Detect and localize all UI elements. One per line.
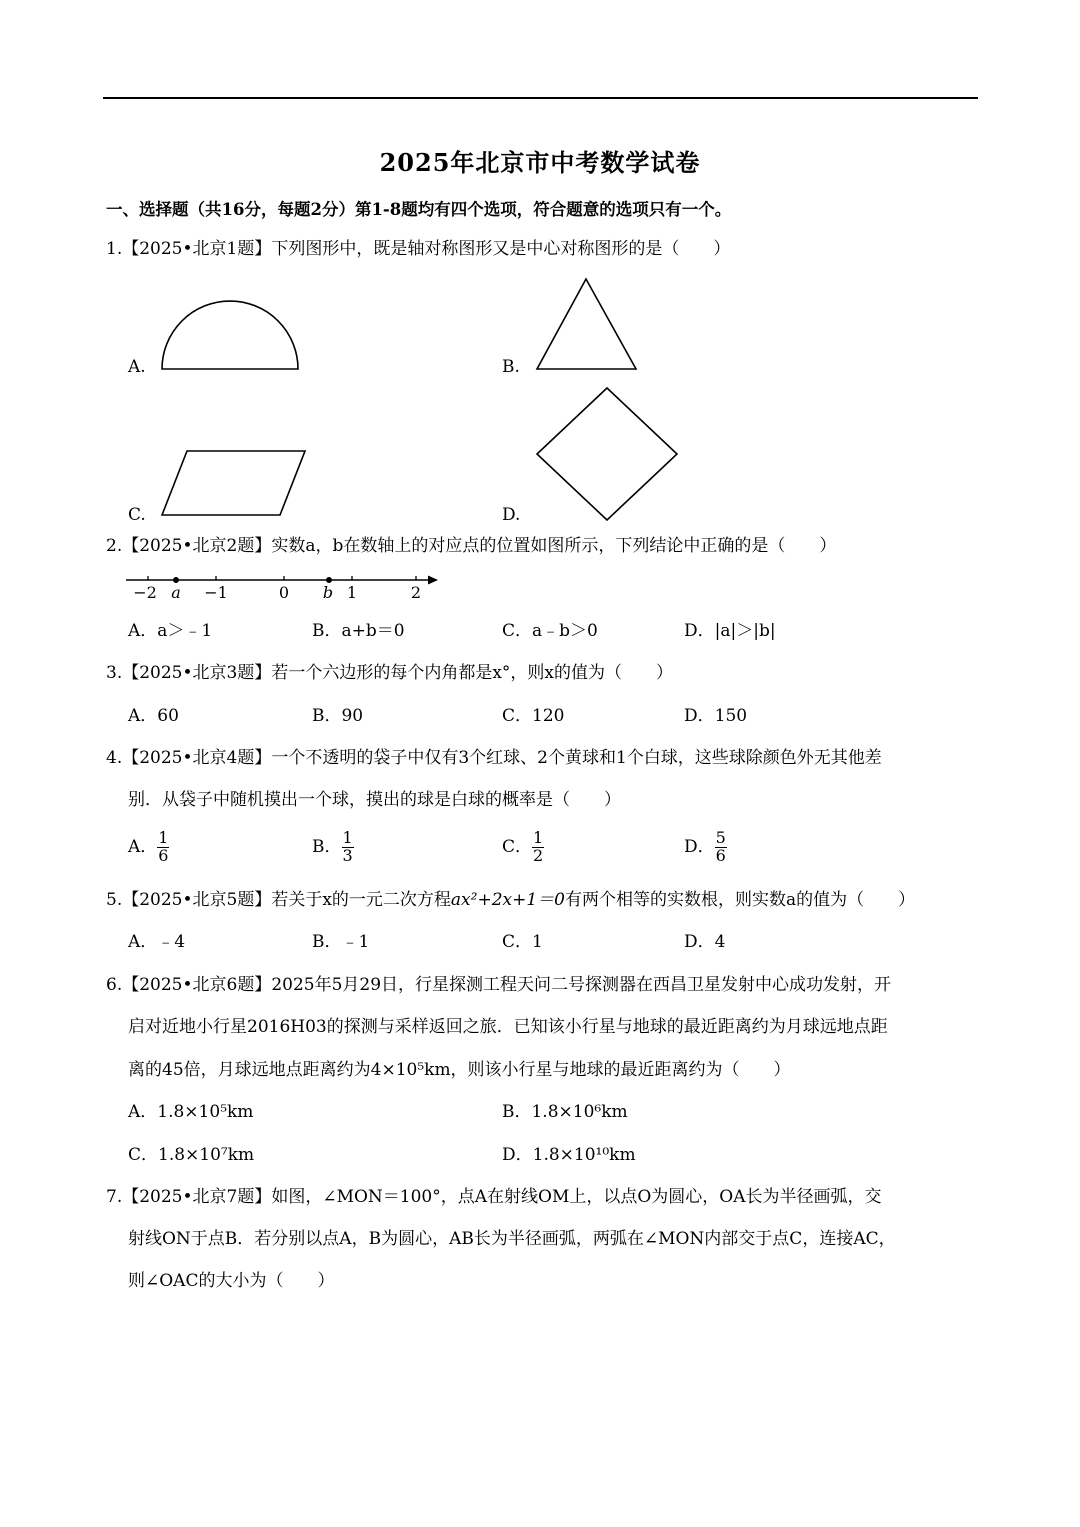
denominator: 3 xyxy=(342,845,353,865)
q5-option-a[interactable]: A．﹣4 xyxy=(128,932,186,952)
q6-option-b[interactable]: B．1.8×10⁶km xyxy=(502,1102,628,1122)
fraction xyxy=(342,830,354,865)
q4-option-a-label: A． xyxy=(128,836,158,857)
question-7-stem-line-1: 7.【2025•北京7题】如图，∠MON＝100°，点A在射线OM上，以点O为圆心，OA长为半径画弧，交 xyxy=(106,1187,882,1207)
q1-option-a-label[interactable]: A. xyxy=(128,357,146,377)
arrow-right-icon xyxy=(428,576,438,585)
tick-1: 1 xyxy=(346,583,358,602)
point-b-label: b xyxy=(322,583,334,602)
q4-option-d-label: D． xyxy=(684,836,715,857)
question-6-stem-line-2: 启对近地小行星2016H03的探测与采样返回之旅．已知该小行星与地球的最近距离约为月球远地点距 xyxy=(128,1017,888,1037)
q2-option-c-text: a﹣b＞0 xyxy=(532,621,598,641)
question-6-stem-line-3: 离的45倍，月球远地点距离约为4×10⁵km，则该小行星与地球的最近距离约为（ ） xyxy=(128,1060,791,1080)
q2-option-d[interactable] xyxy=(684,623,776,640)
q3-option-c[interactable]: C．120 xyxy=(502,706,565,726)
q2-option-d-label: D． xyxy=(684,621,715,641)
tick-2: 2 xyxy=(410,583,422,602)
numerator: 5 xyxy=(715,828,726,847)
q2-option-b-label: B． xyxy=(312,621,342,641)
tick-0: 0 xyxy=(278,583,290,602)
q2-option-a-text: a＞﹣1 xyxy=(157,621,213,641)
denominator: 6 xyxy=(158,845,169,865)
question-6-stem-line-1: 6.【2025•北京6题】2025年5月29日，行星探测工程天问二号探测器在西昌卫星发射中心成功发射，开 xyxy=(106,975,892,995)
q2-option-d-text: |a|＞|b| xyxy=(714,621,776,641)
fraction xyxy=(715,830,727,865)
question-7-stem-line-2: 射线ON于点B．若分别以点A，B为圆心，AB长为半径画弧，两弧在∠MON内部交于点C，连接AC， xyxy=(128,1229,896,1249)
q6-option-d[interactable]: D．1.8×10¹⁰km xyxy=(502,1145,636,1165)
q5-stem-post: 有两个相等的实数根，则实数a的值为（ ） xyxy=(564,890,916,910)
numerator: 1 xyxy=(342,828,353,847)
q6-option-c[interactable]: C．1.8×10⁷km xyxy=(128,1145,255,1165)
q3-option-b[interactable]: B．90 xyxy=(312,706,364,726)
q5-option-c[interactable]: C．1 xyxy=(502,932,543,952)
q5-option-d[interactable]: D．4 xyxy=(684,932,726,952)
q2-option-c-label: C． xyxy=(502,621,533,641)
q4-option-b-label: B． xyxy=(312,836,342,857)
numerator: 1 xyxy=(158,828,169,847)
tick-minus-1: −1 xyxy=(204,583,228,602)
q4-option-b[interactable] xyxy=(312,830,354,865)
section-heading: 一、选择题（共16分，每题2分）第1-8题均有四个选项，符合题意的选项只有一个。 xyxy=(106,200,732,219)
question-4-stem-line-1: 4.【2025•北京4题】一个不透明的袋子中仅有3个红球、2个黄球和1个白球，这些球除颜色外无其他差 xyxy=(106,748,882,768)
question-2-stem: 2.【2025•北京2题】实数a，b在数轴上的对应点的位置如图所示，下列结论中正确的是（ ） xyxy=(106,536,837,556)
q2-option-a-label: A． xyxy=(128,621,158,641)
question-1-stem: 1.【2025•北京1题】下列图形中，既是轴对称图形又是中心对称图形的是（ ） xyxy=(106,239,731,259)
point-a-label: a xyxy=(171,583,181,602)
q5-stem-pre: 5.【2025•北京5题】若关于x的一元二次方程 xyxy=(106,890,451,910)
question-7-stem-line-3: 则∠OAC的大小为（ ） xyxy=(128,1271,335,1291)
q2-option-b[interactable] xyxy=(312,623,405,640)
question-4-stem-line-2: 别．从袋子中随机摸出一个球，摸出的球是白球的概率是（ ） xyxy=(128,790,621,810)
q3-option-d[interactable]: D．150 xyxy=(684,706,748,726)
q4-option-c[interactable] xyxy=(502,830,544,865)
q2-option-b-text: a+b＝0 xyxy=(341,621,405,641)
q2-option-c[interactable] xyxy=(502,623,598,640)
numerator: 1 xyxy=(533,828,544,847)
denominator: 6 xyxy=(715,845,726,865)
tick-minus-2: −2 xyxy=(133,583,157,602)
fraction xyxy=(532,830,544,865)
q1-option-b-label[interactable]: B. xyxy=(502,357,520,377)
question-5-stem xyxy=(106,892,915,909)
fraction xyxy=(157,830,169,865)
q1-option-d-label[interactable]: D. xyxy=(502,505,521,525)
denominator: 2 xyxy=(533,845,544,865)
q5-equation: ax²+2x+1＝0 xyxy=(450,890,565,910)
q4-option-d[interactable] xyxy=(684,830,727,865)
question-3-stem: 3.【2025•北京3题】若一个六边形的每个内角都是x°，则x的值为（ ） xyxy=(106,663,674,683)
q2-option-a[interactable] xyxy=(128,623,212,640)
q4-option-c-label: C． xyxy=(502,836,533,857)
page-title: 2025年北京市中考数学试卷 xyxy=(379,148,701,177)
q3-option-a[interactable]: A．60 xyxy=(128,706,179,726)
q1-option-c-label[interactable]: C. xyxy=(128,505,146,525)
q4-option-a[interactable] xyxy=(128,830,169,865)
q6-option-a[interactable]: A．1.8×10⁵km xyxy=(128,1102,254,1122)
q5-option-b[interactable]: B．﹣1 xyxy=(312,932,370,952)
